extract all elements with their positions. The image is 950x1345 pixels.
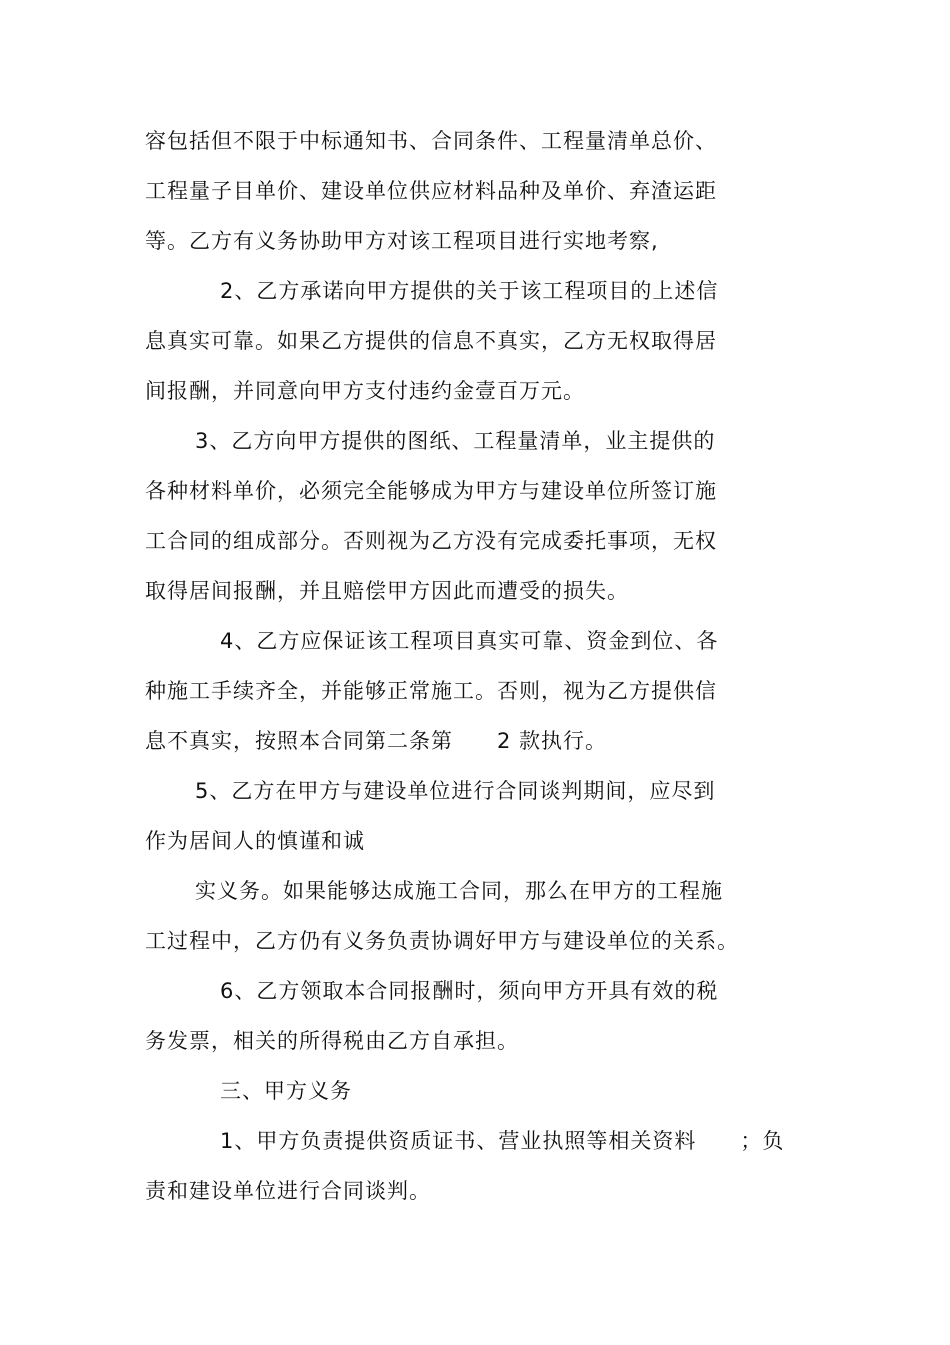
text-line-14: 5、乙方在甲方与建设单位进行合同谈判期间，应尽到 — [195, 779, 716, 803]
text-line-9: 工合同的组成部分。否则视为乙方没有完成委托事项，无权 — [145, 529, 717, 553]
text-line-3: 等。乙方有义务协助甲方对该工程项目进行实地考察, — [145, 229, 659, 253]
text-line-2: 工程量子目单价、建设单位供应材料品种及单价、弃渣运距 — [145, 179, 717, 203]
text-line-13: 息不真实，按照本合同第二条第 2 款执行。 — [145, 729, 608, 753]
text-line-5: 息真实可靠。如果乙方提供的信息不真实，乙方无权取得居 — [145, 329, 717, 353]
text-line-22: 责和建设单位进行合同谈判。 — [145, 1179, 431, 1203]
text-line-21: 1、甲方负责提供资质证书、营业执照等相关资料 ；负 — [220, 1129, 785, 1153]
text-line-6: 间报酬，并同意向甲方支付违约金壹百万元。 — [145, 379, 585, 403]
text-line-7: 3、乙方向甲方提供的图纸、工程量清单，业主提供的 — [195, 429, 716, 453]
text-line-12: 种施工手续齐全，并能够正常施工。否则，视为乙方提供信 — [145, 679, 717, 703]
text-line-18: 6、乙方领取本合同报酬时，须向甲方开具有效的税 — [220, 979, 719, 1003]
section-heading: 三、甲方义务 — [220, 1079, 352, 1103]
text-line-8: 各种材料单价，必须完全能够成为甲方与建设单位所签订施 — [145, 479, 717, 503]
text-line-15: 作为居间人的慎谨和诚 — [145, 829, 365, 853]
text-line-4: 2、乙方承诺向甲方提供的关于该工程项目的上述信 — [220, 279, 719, 303]
text-line-16: 实义务。如果能够达成施工合同，那么在甲方的工程施 — [195, 879, 723, 903]
text-line-11: 4、乙方应保证该工程项目真实可靠、资金到位、各 — [220, 629, 719, 653]
text-line-10: 取得居间报酬，并且赔偿甲方因此而遭受的损失。 — [145, 579, 629, 603]
text-line-19: 务发票，相关的所得税由乙方自承担。 — [145, 1029, 519, 1053]
text-line-1: 容包括但不限于中标通知书、合同条件、工程量清单总价、 — [145, 129, 717, 153]
text-line-17: 工过程中，乙方仍有义务负责协调好甲方与建设单位的关系。 — [145, 929, 739, 953]
